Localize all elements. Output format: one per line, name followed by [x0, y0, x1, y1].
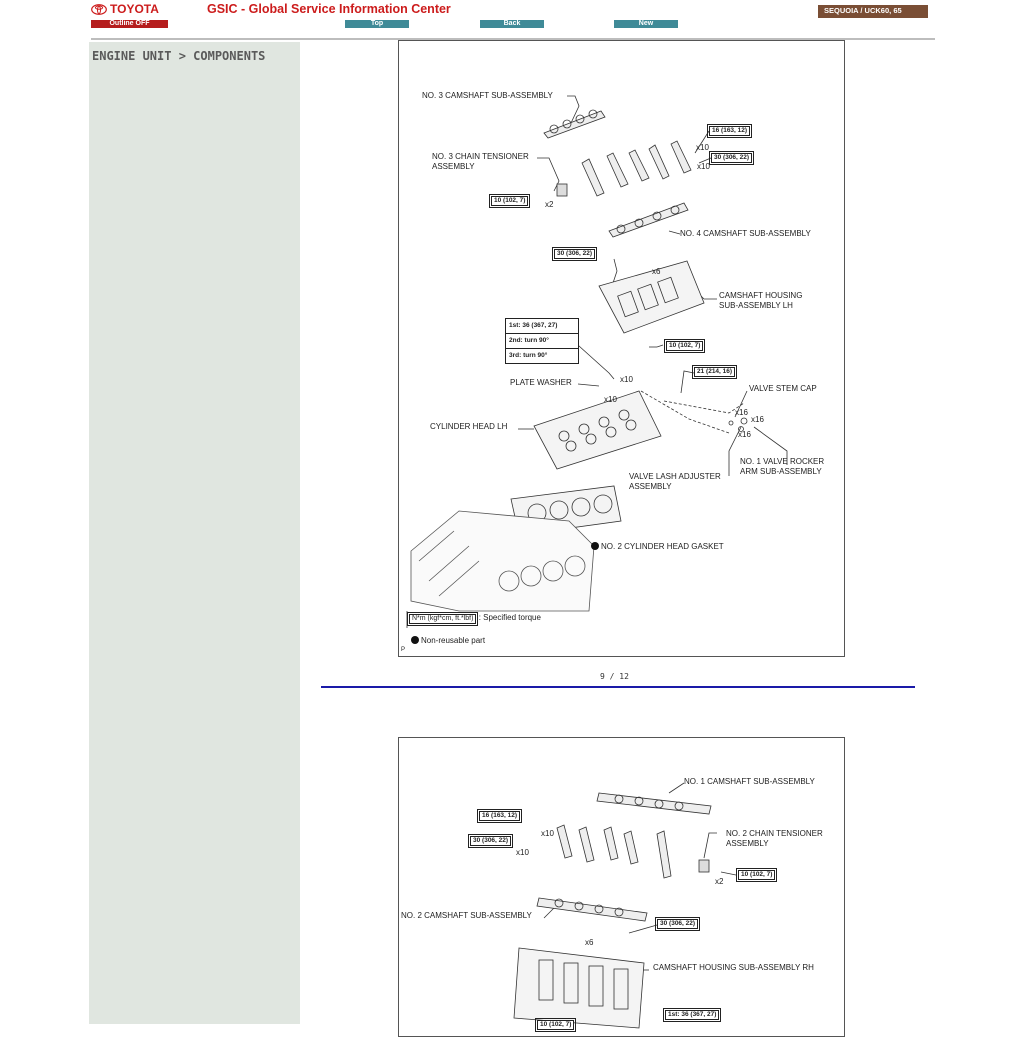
- count-5: x10: [620, 375, 633, 384]
- toyota-emblem-icon: [91, 4, 107, 15]
- torque-rh-30-a: 30 (306, 22): [470, 836, 511, 846]
- cylinder-block: [411, 511, 594, 611]
- label-lash-line2: ASSEMBLY: [629, 482, 672, 491]
- legend-torque: [409, 613, 541, 624]
- camshaft-no2: [537, 898, 647, 921]
- label-no3-tensioner-line1: NO. 3 CHAIN TENSIONER: [432, 152, 529, 161]
- label-no2-tensioner-line2: ASSEMBLY: [726, 839, 769, 848]
- label-no2-camshaft: NO. 2 CAMSHAFT SUB-ASSEMBLY: [401, 911, 532, 920]
- count-3: x2: [545, 200, 554, 209]
- camshaft-no4: [609, 203, 688, 237]
- component-diagram-lh: [398, 40, 845, 657]
- label-no2-tensioner-line1: NO. 2 CHAIN TENSIONER: [726, 829, 823, 838]
- brand-name: TOYOTA: [110, 2, 159, 16]
- toyota-logo: [91, 2, 159, 16]
- header: [0, 0, 1024, 42]
- engine-lh-exploded-drawing: [399, 41, 845, 657]
- torque-16: 16 (163, 12): [709, 126, 750, 136]
- count-9: x16: [738, 430, 751, 439]
- model-badge: SEQUOIA / UCK60, 65: [818, 5, 928, 18]
- legend-torque-text: : Specified torque: [478, 613, 541, 622]
- label-rocker-line1: NO. 1 VALVE ROCKER: [740, 457, 825, 466]
- torque-steps-table: [505, 318, 579, 364]
- label-no3-tensioner-line2: ASSEMBLY: [432, 162, 475, 171]
- non-reusable-legend-dot-icon: [411, 636, 419, 644]
- sidebar: [89, 42, 300, 1024]
- count-2: x10: [697, 162, 710, 171]
- count-rh-4: x6: [585, 938, 594, 947]
- cylinder-head-lh: [534, 391, 661, 469]
- torque-step-2: 2nd: turn 90°: [506, 334, 578, 349]
- figure-corner-letter: P: [401, 647, 406, 653]
- chain-tensioner-no2: [699, 860, 709, 872]
- camshaft-no3: [544, 110, 605, 138]
- top-button[interactable]: Top: [345, 20, 409, 28]
- page-separator: [321, 686, 915, 688]
- chain-tensioner-no3: [557, 184, 567, 196]
- count-6: x10: [604, 395, 617, 404]
- torque-10-a: 10 (102, 7): [491, 196, 528, 206]
- torque-30-a: 30 (306, 22): [711, 153, 752, 163]
- label-plate-washer: PLATE WASHER: [510, 378, 572, 387]
- count-7: x16: [735, 408, 748, 417]
- label-rocker-line2: ARM SUB-ASSEMBLY: [740, 467, 822, 476]
- count-1: x10: [696, 143, 709, 152]
- count-8: x16: [751, 415, 764, 424]
- legend-nonreusable-text: Non-reusable part: [421, 636, 486, 645]
- torque-rh-10-b: 10 (102, 7): [537, 1020, 574, 1030]
- count-rh-1: x10: [541, 829, 554, 838]
- label-housing-line2: SUB-ASSEMBLY LH: [719, 301, 793, 310]
- site-title: GSIC - Global Service Information Center: [207, 2, 451, 16]
- torque-30-b: 30 (306, 22): [554, 249, 595, 259]
- count-rh-3: x2: [715, 877, 724, 886]
- torque-10-b: 10 (102, 7): [666, 341, 703, 351]
- count-4: x6: [652, 267, 661, 276]
- torque-rh-10: 10 (102, 7): [738, 870, 775, 880]
- torque-step-3: 3rd: turn 90°: [509, 352, 548, 359]
- label-housing-rh: CAMSHAFT HOUSING SUB-ASSEMBLY RH: [653, 963, 814, 972]
- torque-rh-30-b: 30 (306, 22): [657, 919, 698, 929]
- outline-toggle-button[interactable]: Outline OFF: [91, 20, 168, 28]
- camshaft-no1: [597, 793, 711, 814]
- count-rh-2: x10: [516, 848, 529, 857]
- legend-nonreusable: [411, 636, 485, 646]
- label-valve-stem-cap: VALVE STEM CAP: [749, 384, 817, 393]
- non-reusable-dot-icon: [591, 542, 599, 550]
- label-no4-camshaft: NO. 4 CAMSHAFT SUB-ASSEMBLY: [680, 229, 811, 238]
- torque-rh-36: 1st: 36 (367, 27): [665, 1010, 719, 1020]
- page-number: 9 / 12: [600, 672, 629, 681]
- torque-21: 21 (214, 16): [694, 367, 735, 377]
- legend-torque-box: N*m (kgf*cm, ft.*lbf): [409, 614, 476, 624]
- label-lash-line1: VALVE LASH ADJUSTER: [629, 472, 721, 481]
- label-housing-line1: CAMSHAFT HOUSING: [719, 291, 803, 300]
- bearing-caps-rh: [557, 825, 671, 878]
- breadcrumb[interactable]: ENGINE UNIT > COMPONENTS: [92, 49, 266, 63]
- component-diagram-rh: [398, 737, 845, 1037]
- label-gasket-text: NO. 2 CYLINDER HEAD GASKET: [601, 542, 724, 551]
- camshaft-bearing-caps: [582, 141, 691, 196]
- camshaft-housing-rh: [514, 948, 644, 1028]
- torque-step-1: 1st: 36 (367, 27): [506, 319, 578, 334]
- label-no1-camshaft: NO. 1 CAMSHAFT SUB-ASSEMBLY: [684, 777, 815, 786]
- new-button[interactable]: New: [614, 20, 678, 28]
- back-button[interactable]: Back: [480, 20, 544, 28]
- torque-rh-16: 16 (163, 12): [479, 811, 520, 821]
- label-cylinder-head-lh: CYLINDER HEAD LH: [430, 422, 508, 431]
- label-gasket: [591, 542, 724, 552]
- label-no3-camshaft: NO. 3 CAMSHAFT SUB-ASSEMBLY: [422, 91, 553, 100]
